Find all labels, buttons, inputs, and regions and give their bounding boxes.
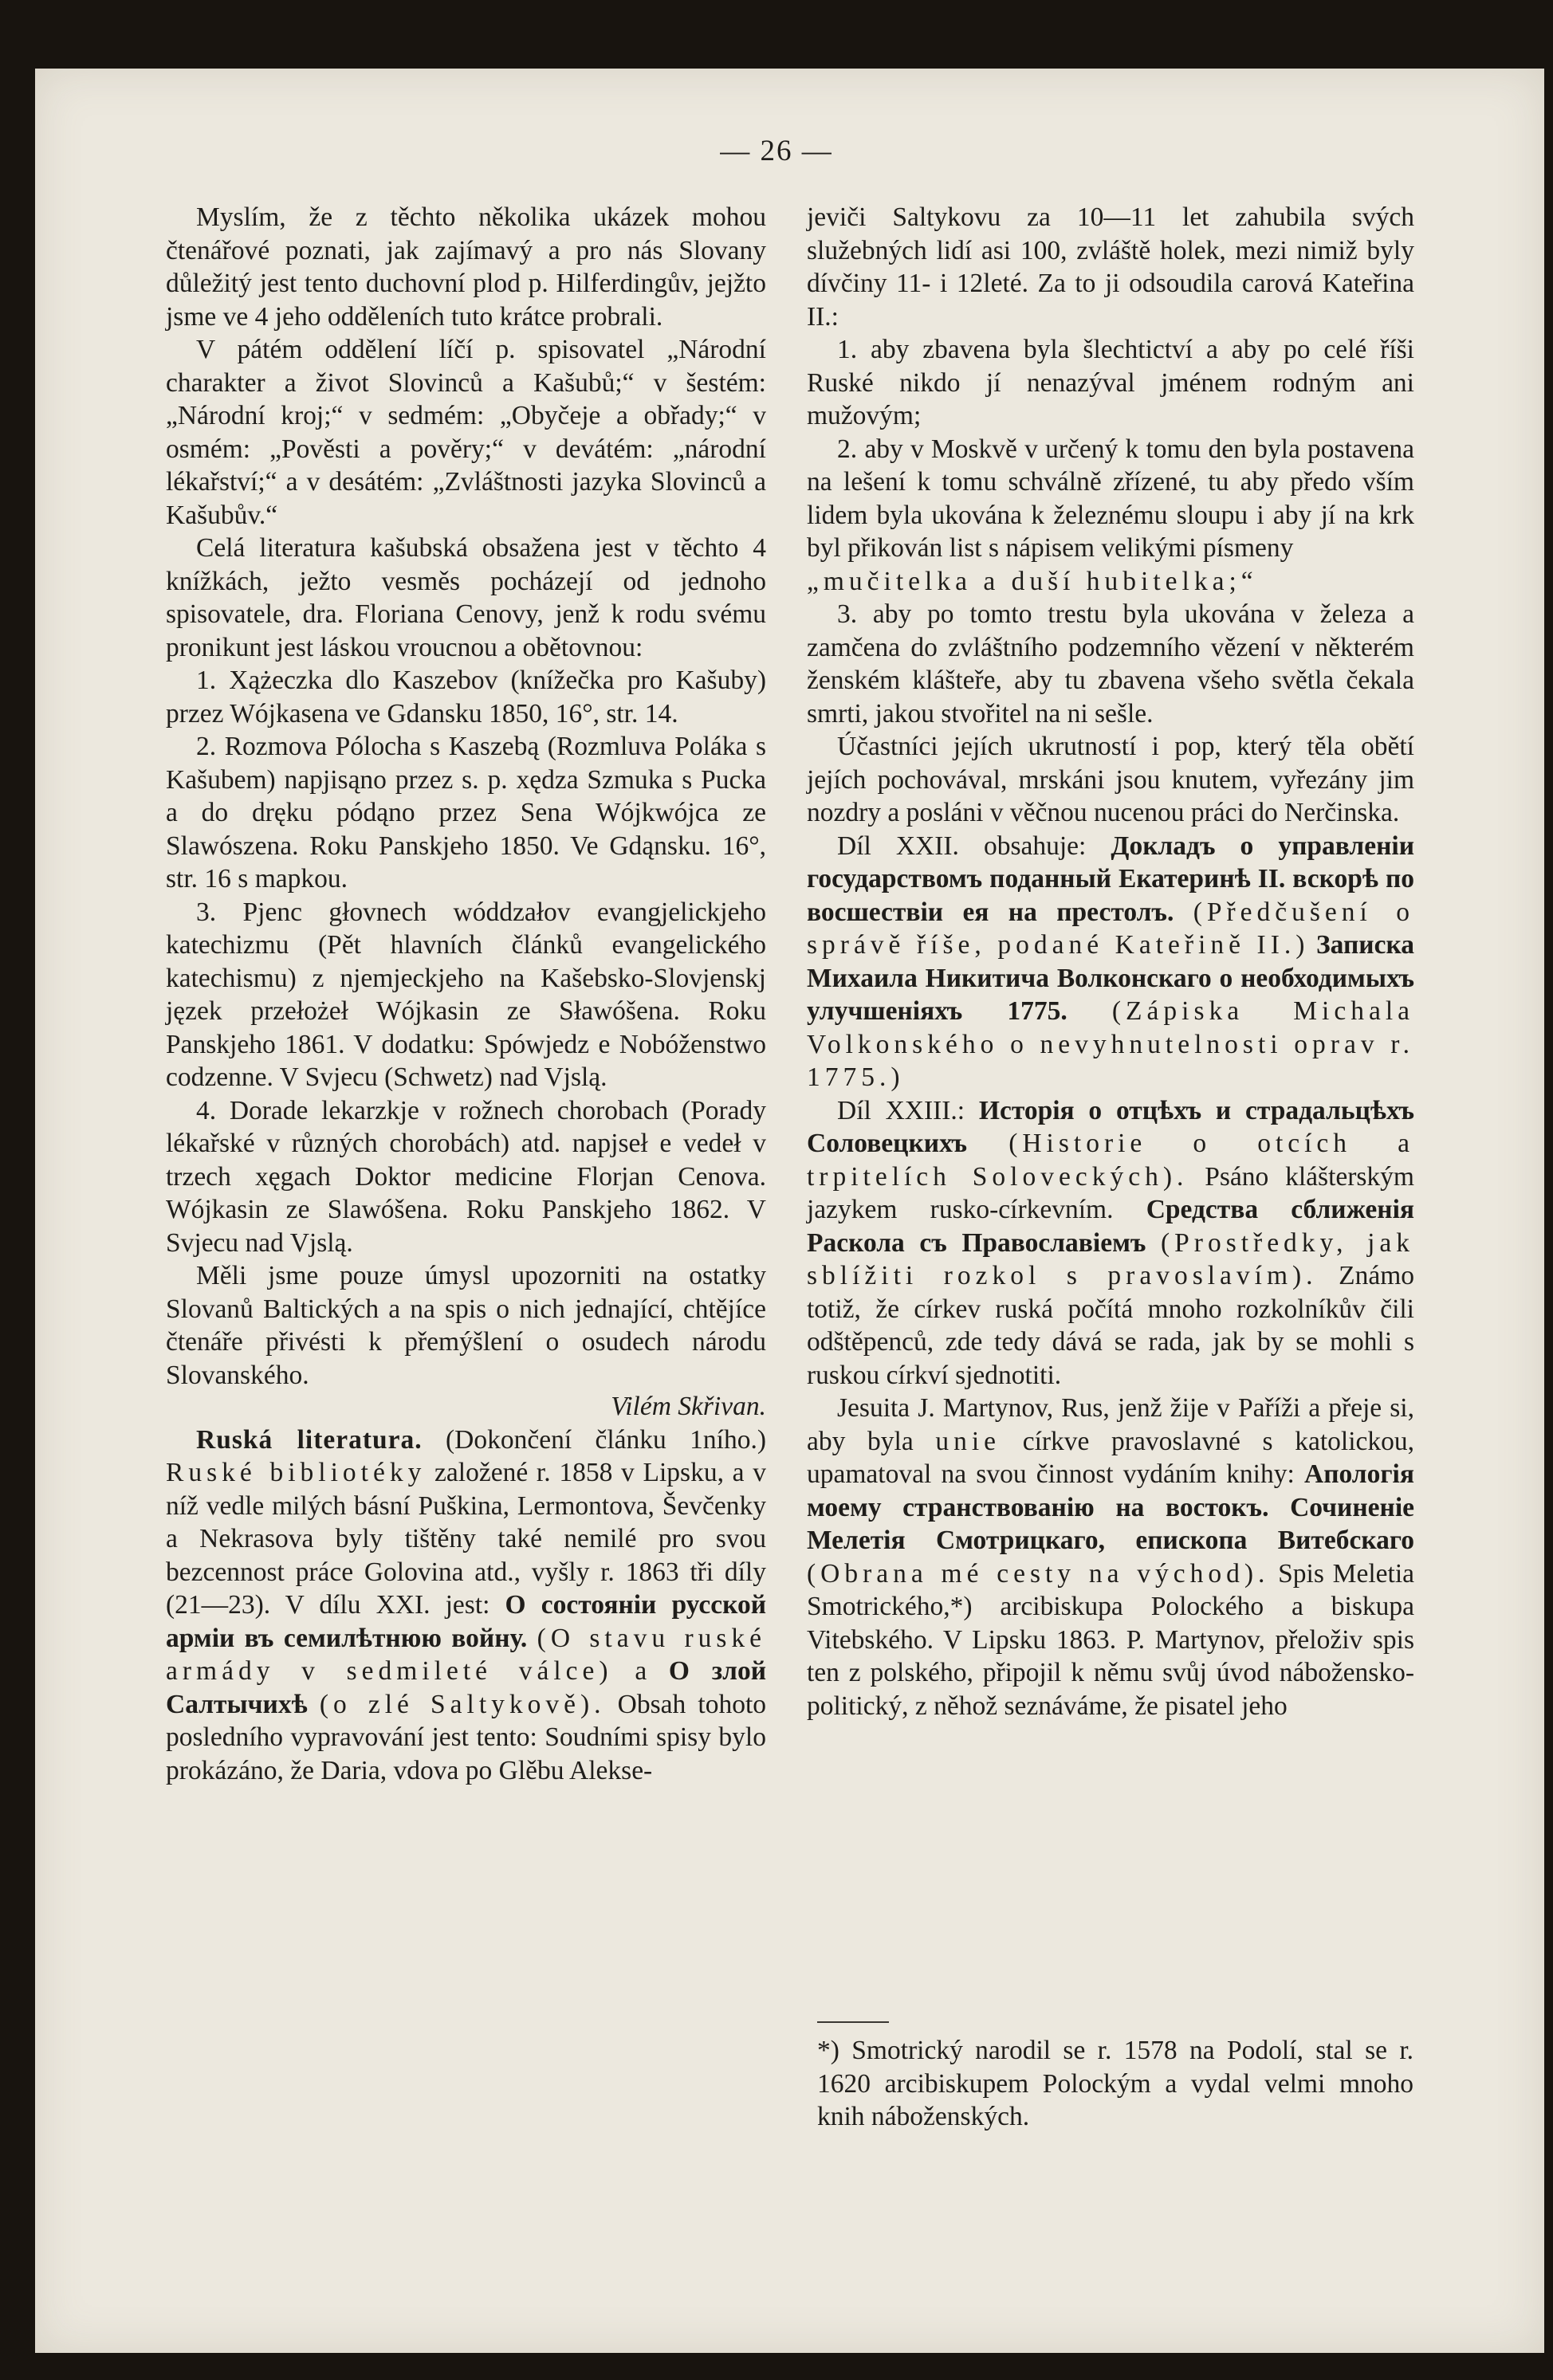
- paragraph: Měli jsme pouze úmysl upozorniti na ostatky Slovanů Baltických a na spis o nich jednající, chtějíce čtenáře přivésti k přemýšlení o osudech národu Slovanského.: [166, 1261, 766, 1390]
- list-item: 2. Rozmova Pólocha s Kaszebą (Rozmluva Poláka s Kašubem) napjisąno przez s. p. xędza Szmuka s Pucka a do dręku pódąno przez Sena Wójkwójca ze Slawószena. Roku Panskjeho 1850. Ve Gdąnsku. 16°, str. 16 s mapkou.: [166, 732, 766, 893]
- paragraph: Myslím, že z těchto několika ukázek mohou čtenářové poznati, jak zajímavý a pro nás Slovany důležitý jest tento duchovní plod p. Hilferdingův, jejžto jsme ve 4 jeho odděleních tuto krátce probrali.: [166, 202, 766, 332]
- body-text: a: [635, 1656, 647, 1686]
- section-heading: Ruská literatura.: [196, 1424, 423, 1455]
- paragraph: Účastníci jejích ukrutností i pop, který těla obětí jejích pochovával, mrskáni jsou knutem, vyřezány jim nozdry a posláni v věčnou nucenou práci do Nerčinska.: [807, 732, 1414, 827]
- body-text: Obsah tohoto posledního vypravování jest tento: Soudními spisy bylo prokázáno, že Daria, vdova po Glěbu Alekse-: [166, 1689, 767, 1785]
- footnote: [817, 2034, 1413, 2134]
- cyrillic-title: О состояніи русской арміи въ семилѣтнюю войну.: [166, 1590, 767, 1653]
- footnote-text: *) Smotrický narodil se r. 1578 na Podolí, stal se r. 1620 arcibiskupem Polockým a vydal velmi mnoho knih náboženských.: [817, 2036, 1413, 2131]
- body-text: Díl XXII. obsahuje:: [837, 831, 1087, 861]
- left-column: [166, 201, 766, 1787]
- paragraph: jeviči Saltykovu za 10—11 let zahubila svých služebných lidí asi 100, zvláště holek, mezi nimiž byly dívčiny 11- i 12leté. Za to ji odsoudila carová Kateřina II.:: [807, 202, 1414, 332]
- spaced-text: (O stavu ruské armády v sedmileté válce): [166, 1623, 767, 1686]
- spaced-text: (Obrana mé cesty na východ).: [807, 1558, 1270, 1589]
- heading-note: (Dokončení článku 1ního.): [446, 1424, 766, 1455]
- martynov-paragraph: [807, 1392, 1414, 1722]
- body-text: církve pravoslavné s katolickou, upamatoval na svou činnost vydáním knihy:: [807, 1426, 1415, 1489]
- list-item: 2. aby v Moskvě v určený k tomu den byla postavena na lešení k tomu schválně zřízené, tu aby předo vším lidem byla ukována k železnému sloupu i aby jí na krk byl přikován list s nápisem velikými písmeny: [807, 434, 1414, 563]
- cyrillic-title: О злой Салтычихѣ: [166, 1656, 767, 1719]
- body-text: Psáno klášterským jazykem rusko-církevním.: [807, 1161, 1414, 1224]
- list-item: 3. aby po tomto trestu byla ukována v železa a zamčena do zvláštního podzemního vězení v některém ženském klášteře, aby tu zbavena všeho světla čekala smrti, jakou stvořitel na ni sešle.: [807, 599, 1414, 729]
- body-text: Spis Meletia Smotrického,*) arcibiskupa Polockého a biskupa Vitebského. V Lipsku 1863. P. Martynov, přeloživ spis ten z polského, připojil k němu svůj úvod nábožensko-politický, z něhož seznáváme, že pisatel jeho: [807, 1558, 1414, 1721]
- footnote-divider: [817, 2021, 889, 2023]
- cyrillic-title: Апологія моему странствованію на востокъ. Сочиненіе Мелетія Смотрицкаго, епископа Витебскаго: [807, 1459, 1414, 1555]
- list-item: 4. Dorade lekarzkje v rožnech chorobach (Porady lékařské v různých chorobách) atd. napjseł e vedeł v trzech xęgach Doktor medicine Florjan Cenova. Wójkasin ze Slawóšena. Roku Panskjeho 1862. V Svjecu nad Vjslą.: [166, 1095, 766, 1258]
- paragraph: Celá literatura kašubská obsažena jest v těchto 4 knížkách, ježto vesměs pocházejí od jednoho spisovatele, dra. Floriana Cenovy, jenž k rodu svému pronikunt jest láskou vroucnou a obětovnou:: [166, 533, 766, 662]
- list-item: 1. aby zbavena byla šlechtictví a aby po celé říši Ruské nikdo jí nenazýval jménem rodným ani mužovým;: [807, 335, 1414, 430]
- list-item: 3. Pjenc głovnech wóddzałov evangjelickjeho katechizmu (Pět hlavních článků evangelického katechismu) z njemjeckjeho na Kašebsko-Slovjenskj jęzek przełożeł Wójkasin ze Sławóšena. Roku Panskjeho 1861. V dodatku: Spówjedz e Nobóženstwo codzenne. V Svjecu (Schwetz) nad Vjslą.: [166, 897, 766, 1092]
- paragraph: V pátém oddělení líčí p. spisovatel „Národní charakter a život Slovinců a Kašubů;“ v šestém: „Národní kroj;“ v sedmém: „Obyčeje a obřady;“ v osmém: „Pověsti a pověry;“ v devátém: „národní lékařství;“ a v desátém: „Zvláštnosti jazyka Slovinců a Kašubův.“: [166, 335, 766, 530]
- part-xxii-paragraph: [807, 830, 1414, 1094]
- cyrillic-title: Записка Михаила Никитича Волконскаго о необходимыхъ улучшеніяхъ 1775.: [807, 930, 1415, 1026]
- part-xxiii-paragraph: [807, 1094, 1414, 1392]
- cyrillic-title: Докладъ о управленіи государствомъ поданный Екатеринѣ II. вскорѣ по восшествіи ея на престолъ.: [807, 831, 1414, 927]
- body-text: Známo totiž, že církev ruská počítá mnoho rozkolníkův čili odštěpenců, zde tedy dává se rada, jak by se mohli s ruskou církví sjednotiti.: [807, 1261, 1414, 1390]
- body-text: Jesuita J. Martynov, Rus, jenž žije v Paříži a přeje si, aby byla: [807, 1393, 1414, 1456]
- spaced-text: (Předčušení o správě říše, podané Kateřině II.): [807, 897, 1414, 960]
- spaced-text: (Zápiska Michala Volkonského o nevyhnutelnosti oprav r. 1775.): [807, 996, 1415, 1092]
- list-item: 1. Xążeczka dlo Kaszebov (knížečka pro Kašuby) przez Wójkasena ve Gdansku 1850, 16°, str. 14.: [166, 666, 766, 729]
- right-column: [807, 201, 1414, 1722]
- page-number: — 26 —: [720, 135, 833, 167]
- spaced-text: unie: [935, 1426, 1001, 1456]
- body-text: Díl XXIII.:: [837, 1095, 965, 1125]
- author-signature: Vilém Skřivan.: [611, 1392, 766, 1421]
- cyrillic-title: Средства сближенія Раскола съ Православіемъ: [807, 1195, 1415, 1258]
- body-text: založené r. 1858 v Lipsku, a v níž vedle milých básní Puškina, Lermontova, Ševčenky a Nekrasova byly tištěny také nemilé pro svou bezcennost práce Golovina atd., vyšly r. 1863 tři díly (21—23). V dílu XXI. jest:: [166, 1458, 766, 1620]
- spaced-text: (Prostředky, jak sblížiti rozkol s pravoslavím).: [807, 1227, 1415, 1290]
- spaced-text: (Historie o otcích a trpitelích Soloveckých).: [807, 1129, 1414, 1192]
- spaced-text: (o zlé Saltykově).: [319, 1689, 606, 1719]
- inscription-text: „mučitelka a duší hubitelka;“: [807, 566, 1258, 596]
- spaced-text: Ruské bibliotéky: [166, 1458, 427, 1487]
- cyrillic-title: Исторія о отцѣхъ и страдальцѣхъ Соловецкихъ: [807, 1095, 1415, 1158]
- russian-literature-section: [166, 1424, 766, 1788]
